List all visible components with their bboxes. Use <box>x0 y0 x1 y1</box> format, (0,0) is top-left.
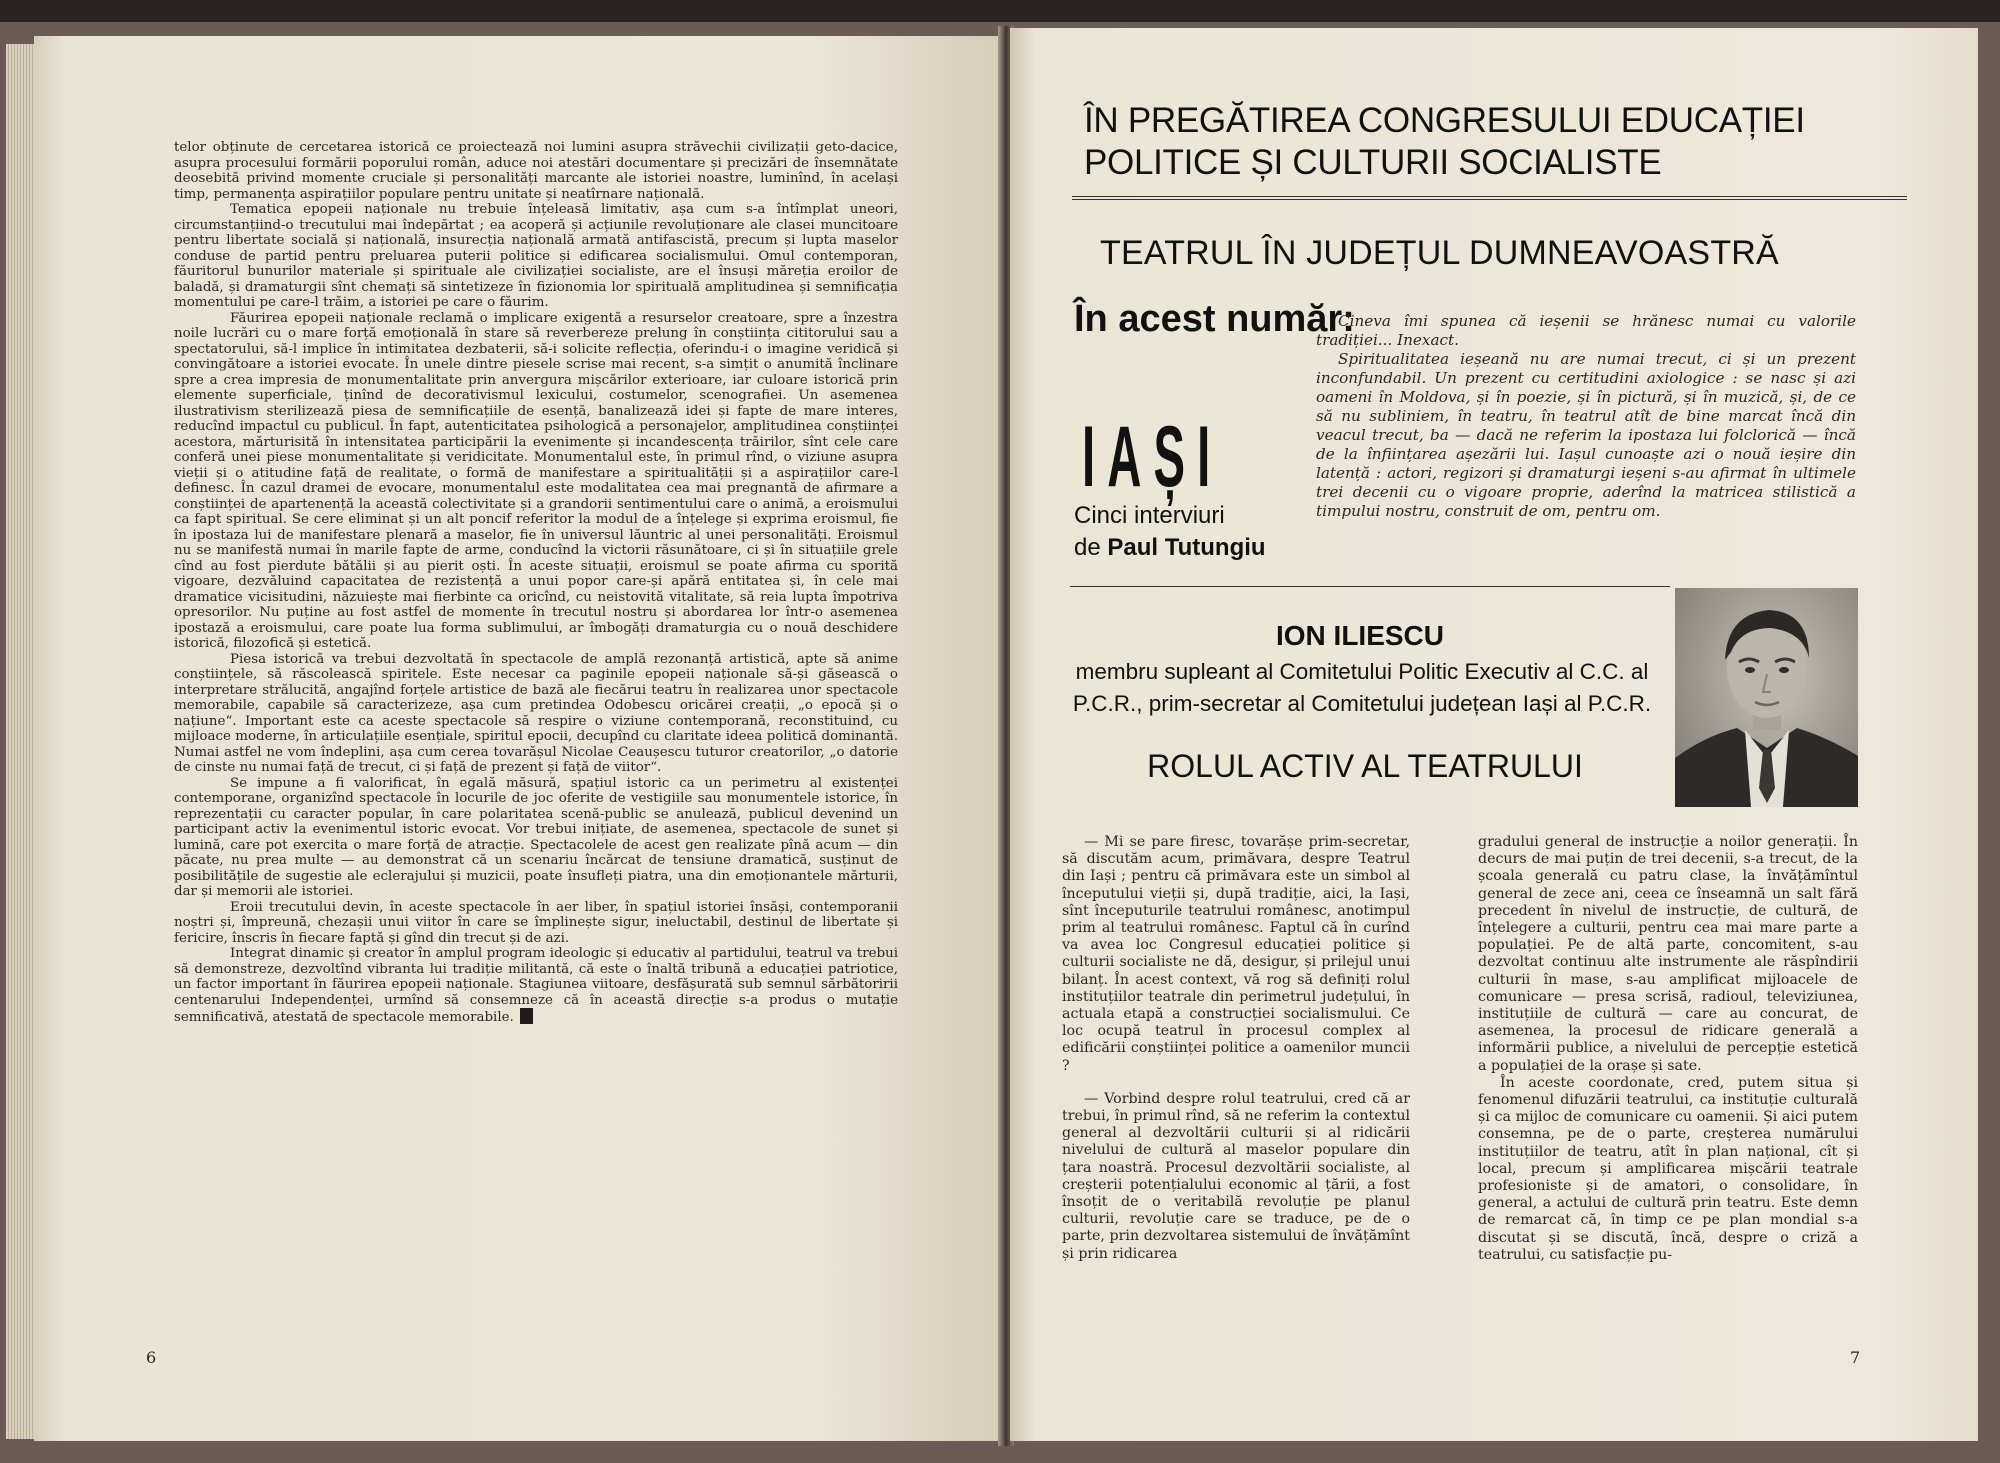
section-title: TEATRUL ÎN JUDEȚUL DUMNEAVOASTRĂ <box>1100 234 1779 272</box>
interviewee-role: membru supleant al Comitetului Politic Executiv al C.C. al P.C.R., prim-secretar al Comitetului județean Iași al P.C.R. <box>1072 659 1652 716</box>
intro-paragraph: Spiritualitatea ieșeană nu are numai trecut, ci și un prezent inconfundabil. Un prezent cu certitudini axiologice : se nasc și azi oameni în Moldova, și în poezie, și în pictură, și în muzică, și, de ce să nu subliniem, în teatru, în teatrul atît de bine marcat încă din veacul trecut, ba — dacă ne referim la ipostaza lui folclorică — încă de la înființarea așezării lui. Iașul cunoaște azi o nouă ieșire din latență : actori, regizori și dramaturgi ieșeni s-au afirmat în ultimele trei decenii cu o vigoare proprie, aderînd la matricea stilistică a timpului nostru, construit de om, pentru om. <box>1316 350 1856 520</box>
interviewee-name: ION ILIESCU <box>1275 620 1444 651</box>
end-of-article-mark <box>520 1008 533 1024</box>
right-page <box>1010 28 1978 1441</box>
left-paragraph: Făurirea epopeii naționale reclamă o implicare exigentă a resurselor creatoare, spre a înzestra noile lucrări cu o mare forță emoțională în stare să reverbereze prelung în conștiința cititorului sau a spectatorului, să-l implice în intimitatea dezbaterii, să-i solicite reflecția, oferindu-i o imagine veridică și convingătoare a istoriei evocate. În unele dintre piesele scrise mai recent, s-a simțit o anumită înclinare spre a crea impresia de monumentalitate prin anvergura mișcărilor exterioare, iar culoare istorică prin elemente superficiale, ținînd de decorativismul lexicului, costumelor, scenografiei. Un asemenea ilustrativism sterilizează piesa de semnificațiile de esență, banalizează idei și fapte de mare interes, reducînd impactul cu publicul. În fapt, autenticitatea psihologică a personajelor, amplitudinea conștiinței acestora, mărturisită în intensitatea participării la evenimente și incandescența trăirilor, sînt cele care conferă unei piese monumentalitate și veridicitate. Monumentalul este, în primul rînd, o viziune asupra vieții și o atitudine față de realitate, o formă de manifestare a spiritualității și a aspirațiilor care-l definesc. În cazul dramei de evocare, monumentalul este modalitatea cea mai pregnantă de afirmare a conștiinței de apartenență la această colectivitate și a grandorii sentimentului care o animă, a eroismului ca fapt spiritual. Se cere eliminat și un alt poncif referitor la modul de a înțelege și exprima eroismul, fie în ipostaza lui de manifestare plenară a maselor, fie în universul lăuntric al unei personalități. Eroismul nu se manifestă numai în marile fapte de arme, conducînd la victorii răsunătoare, ci și în situațiile grele cînd au fost pierdute bătălii și au pierit oști. În aceste situații, eroismul se poate afirma cu sporită vigoare, dezvăluind capacitatea de rezistență a unui popor care-și apără entitatea și, în cele mai dramatice vicisitudini, năzuiește mai fierbinte ca oricînd, cu neistovită vitalitate, să reia lupta împotriva opresorilor. Nu puține au fost astfel de momente în trecutul nostru și abordarea lor într-o asemenea ipostază a eroismului, care poate lua forma sublimului, ar îmbogăți dramaturgia cu o nouă deschidere istorică, filozofică și estetică. <box>174 310 898 651</box>
left-paragraph: Piesa istorică va trebui dezvoltată în spectacole de amplă rezonanță artistică, apte să anime conștiințele, să răscolească spiritele. Este necesar ca paginile epopeii naționale să-și găsească o interpretare strălucită, angajînd forțele artistice de bază ale fiecărui teatru în realizarea unor spectacole memorabile, capabile să caracterizeze, așa cum pretindea Odobescu oricărei creații, „o epocă și o națiune“. Important este ca aceste spectacole să respire o viziune contemporană, reconstituind, cu mijloace moderne, în articulațiile esențiale, spiritul epocii, decupînd cu claritate ideea politică dominantă. Numai astfel ne vom îndeplini, așa cum cerea tovarășul Nicolae Ceaușescu tuturor creatorilor, „o datorie de cinste nu numai față de trecut, ci și față de prezent și față de viitor“. <box>174 651 898 775</box>
left-paragraph: telor obținute de cercetarea istorică ce proiectează noi lumini asupra străvechii civilizații geto-dacice, asupra procesului formării poporului român, aduce noi atestări documentare și precizări de însemnătate deosebită privind momente cruciale și personalități marcante ale istoriei noastre, luminînd, în același timp, permanența aspirațiilor populare pentru unitate și neatîrnare națională. <box>174 140 898 202</box>
left-paragraph: Se impune a fi valorificat, în egală măsură, spațiul istoric ca un perimetru al existenței contemporane, organizînd spectacole în locurile de joc oferite de vestigiile sau monumentele istorice, în reprezentații cu caracter popular, în care polaritatea scenă-public se anulează, publicul devenind un participant activ la evenimentul istoric evocat. Vor trebui inițiate, de asemenea, spectacole de sunet și lumină, care pot exercita o mare forță de atracție. Spectacolele de acest gen realizate pînă acum — din păcate, nu prea multe — au demonstrat că un scenariu încărcat de tensiune dramatică, susținut de posibilitățile de sugestie ale eclerajului și muzicii, poate însufleți piatra, una din emoționantele mărturii, dar și memorii ale istoriei. <box>174 775 898 899</box>
page-stack-edge <box>6 44 34 1439</box>
issue-author: Paul Tutungiu <box>1107 534 1266 561</box>
divider-rule <box>1072 199 1907 200</box>
issue-subtitle-line2 <box>1074 532 1266 564</box>
left-paragraph: Tematica epopeii naționale nu trebuie înțeleasă limitativ, așa cum s-a întîmplat uneori, circumstanțiind-o trecutului mai îndepărtat ; ea acoperă și acțiunile revoluționare ale clasei muncitoare pentru libertate socială și națională, insurecția națională armată antifascistă, precum și lupta maselor conduse de partid pentru preluarea puterii politice și edificarea socialismului. Omul contemporan, făuritorul bunurilor materiale și spirituale ale civilizației socialiste, are el însuși măreția eroilor de baladă, și dramaturgii sînt chemați să sintetizeze în fizionomia lor spirituală amplitudinea și semnificația momentului pe care-l trăim, a istoriei pe care o făurim. <box>174 202 898 310</box>
interview-answer-paragraph: În aceste coordonate, cred, putem situa și fenomenul difuzării teatrului, ca instituție culturală și ca mijloc de comunicare cu oamenii. Și aici putem consemna, pe de o parte, creșterea numărului instituțiilor de teatru, atît în plan național, cît și local, precum și amplificarea mișcării teatrale profesioniste și de amatori, o consolidare, în general, a actului de cultură prin teatru. Este demn de remarcat că, în timp ce pe plan mondial s-a discutat și se discută, încă, despre o criză a teatrului, cu satisfacție pu- <box>1478 1074 1858 1263</box>
divider-rule <box>1072 196 1907 197</box>
issue-subtitle-line1: Cinci interviuri <box>1074 502 1225 529</box>
intro-text <box>1316 312 1856 521</box>
series-title: ÎN PREGĂTIREA CONGRESULUI EDUCAȚIEI POLITICE ȘI CULTURII SOCIALISTE <box>1084 101 1805 182</box>
interview-answer: — Vorbind despre rolul teatrului, cred că ar trebui, în primul rînd, să ne referim la contextul general al dezvoltării culturii și al ridicării nivelului de cultură al maselor populare din țara noastră. Procesul dezvoltării socialiste, al creșterii potențialului economic al țării, a fost însoțit de o veritabilă revoluție pe planul culturii, revoluție care se traduce, pe de o parte, prin dezvoltarea sistemului de învățămînt și prin ridicarea <box>1062 1090 1410 1262</box>
article-title: ROLUL ACTIV AL TEATRULUI <box>1147 748 1583 784</box>
divider-rule <box>1070 586 1670 587</box>
article-column-left <box>1062 834 1410 1263</box>
left-paragraph-last-text: Integrat dinamic și creator în amplul program ideologic și educativ al partidului, teatrul va trebui să demonstreze, dezvoltînd vibranta lui tradiție militantă, că este o înaltă tribună a educației patriotice, un factor important în făurirea epopeii naționale. Stagiunea viitoare, desfășurată sub semnul sărbătoririi centenarului Independenței, urmînd să consemneze că în această direcție s-a produs o mutație semnificativă, atestată de spectacole memorabile. <box>174 946 898 1025</box>
interview-answer-continued: gradului general de instrucție a noilor generații. În decurs de mai puțin de trei decenii, s-a trecut, de la școala generală cu patru clase, la învățămîntul general de zece ani, ceea ce înseamnă un salt fără precedent în nivelul de instrucție, de cultură, de înțelegere a culturii, pentru cea mai mare parte a populației. Pe de altă parte, concomitent, s-au dezvoltat continuu alte instrumente ale răspîndirii culturii în mase, s-au amplificat mijloacele de comunicare — presa scrisă, radioul, televiziunea, instituțiile de cultură — care au concurat, de asemenea, la procesul de ridicare generală a informării publice, a nivelului de percepție estetică a populației de la orașe și sate. <box>1478 834 1858 1074</box>
issue-city: IAȘI <box>1082 409 1223 505</box>
left-paragraph: Eroii trecutului devin, în aceste spectacole în aer liber, în spațiul istoriei însăși, contemporanii noștri și, împreună, chezașii unui viitor în care se împlinește sigur, ineluctabil, destinul de libertate și fericire, înscris în fiecare faptă și gînd din trecut și de azi. <box>174 899 898 946</box>
left-page-body <box>174 140 898 1026</box>
left-paragraph-last <box>174 946 898 1026</box>
interview-question: — Mi se pare firesc, tovarășe prim-secretar, să discutăm acum, primăvara, despre Teatrul din Iași ; pentru că primăvara este un simbol al începutului vieții și, după tradiție, aici, la Iași, sînt începuturile teatrului românesc, anotimpul prim al teatrului românesc. Faptul că în curînd va avea loc Congresul educației politice și culturii socialiste ne dă, desigur, și prilejul unui bilanț. În acest context, vă rog să definiți rolul instituțiilor teatrale din perimetrul județului, în actuala etapă a construcției socialismului. Ce loc ocupă teatrul în procesul complex al edificării conștiinței politice a oamenilor muncii ? <box>1062 834 1410 1074</box>
issue-label: În acest număr: <box>1074 298 1355 340</box>
intro-paragraph: Cineva îmi spunea că ieșenii se hrănesc numai cu valorile tradiției... Inexact. <box>1316 312 1856 349</box>
page-number-right: 7 <box>1850 1348 1861 1367</box>
portrait-illustration <box>1675 588 1858 807</box>
issue-subtitle-prefix: de <box>1074 534 1101 561</box>
page-number-left: 6 <box>146 1348 157 1367</box>
left-page <box>34 36 1007 1441</box>
article-column-right <box>1478 834 1858 1264</box>
portrait-photo <box>1675 588 1858 807</box>
issue-subtitle <box>1074 500 1266 564</box>
